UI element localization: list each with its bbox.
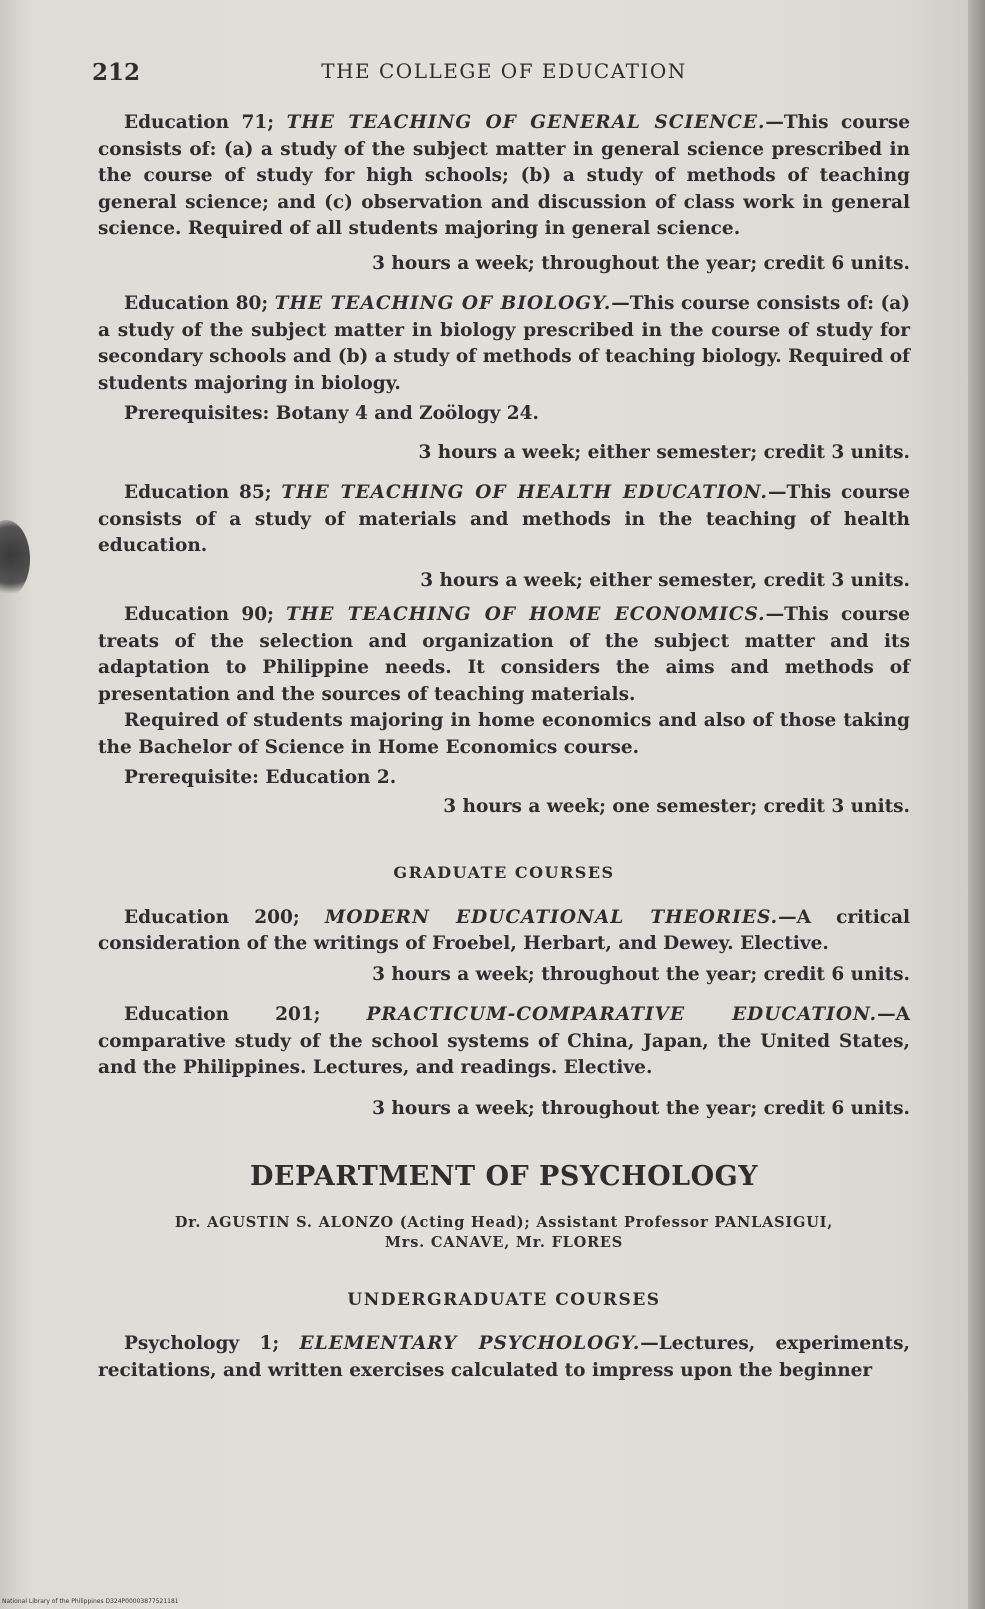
course-description [98, 1002, 910, 1082]
course-entry [98, 602, 910, 820]
course-credit: 3 hours a week; throughout the year; credit 6 units. [372, 963, 910, 985]
course-description [98, 1331, 910, 1384]
course-title: THE TEACHING OF HEALTH EDUCATION. [281, 482, 768, 503]
course-text: —This course consists of: (a) a study of the subject matter in biology prescribed in the course of study for secondary schools and (b) a study of methods of teaching biology. Required of students majoring in biology. [98, 293, 911, 394]
course-code: Education 200; [124, 906, 325, 928]
page-content [92, 52, 911, 1384]
course-code: Education 85; [124, 482, 282, 503]
course-description [98, 480, 910, 560]
course-title: PRACTICUM-COMPARATIVE EDUCATION. [366, 1004, 878, 1025]
course-code: Education 71; [124, 112, 287, 133]
course-credit: 3 hours a week; either semester, credit 3 units. [420, 569, 910, 591]
page-number: 212 [92, 59, 141, 86]
course-text: —This course treats of the selection and organization of the subject matter and its adaptation to Philippine needs. It considers the aims and methods of presentation and the sources of teaching materials. [98, 604, 910, 705]
course-credit: 3 hours a week; one semester; credit 3 units. [443, 795, 910, 817]
course-description [98, 110, 910, 243]
course-prerequisite: Prerequisite: Education 2. [124, 767, 397, 788]
course-description [98, 291, 910, 397]
course-entry [98, 291, 910, 466]
course-title: THE TEACHING OF GENERAL SCIENCE. [286, 112, 766, 133]
faculty-line: Dr. AGUSTIN S. ALONZO (Acting Head); Assistant Professor PANLASIGUI, [174, 1213, 834, 1231]
course-entry [98, 1331, 910, 1384]
book-spine-shadow [968, 0, 985, 1609]
course-description [98, 602, 910, 708]
course-description [98, 905, 910, 958]
running-head: THE COLLEGE OF EDUCATION [321, 59, 687, 83]
course-text: —A critical consideration of the writings of Froebel, Herbart, and Dewey. Elective. [98, 906, 910, 954]
course-text: —A comparative study of the school systems of China, Japan, the United States, and the Philippines. Lectures, and readings. Elective. [98, 1004, 910, 1078]
course-title: ELEMENTARY PSYCHOLOGY. [299, 1333, 641, 1354]
course-credit: 3 hours a week; throughout the year; credit 6 units. [372, 1097, 910, 1119]
course-credit: 3 hours a week; either semester; credit 3 units. [418, 441, 910, 463]
library-footer: National Library of the Philippines D324P00003877521181 [2, 1598, 179, 1605]
course-text: —This course consists of a study of materials and methods in the teaching of health education. [98, 482, 910, 556]
course-requirement: Required of students majoring in home economics and also of those taking the Bachelor of Science in Home Economics course. [98, 710, 910, 758]
department-faculty [98, 1213, 910, 1253]
course-code: Education 90; [124, 604, 287, 625]
course-code: Education 80; [124, 293, 275, 314]
course-credit: 3 hours a week; throughout the year; credit 6 units. [372, 252, 910, 274]
course-title: THE TEACHING OF HOME ECONOMICS. [286, 604, 766, 625]
page-header [92, 52, 910, 96]
course-text: —Lectures, experiments, recitations, and written exercises calculated to impress upon the beginner [98, 1333, 910, 1381]
course-entry [98, 905, 910, 989]
faculty-line: Mrs. CANAVE, Mr. FLORES [384, 1233, 624, 1251]
course-code: Psychology 1; [124, 1333, 300, 1354]
course-title: MODERN EDUCATIONAL THEORIES. [324, 906, 779, 928]
course-code: Education 201; [124, 1004, 367, 1025]
department-title: DEPARTMENT OF PSYCHOLOGY [249, 1161, 759, 1192]
undergraduate-courses-heading: UNDERGRADUATE COURSES [347, 1289, 661, 1310]
course-prerequisite: Prerequisites: Botany 4 and Zoölogy 24. [124, 403, 539, 424]
course-entry [98, 480, 910, 594]
course-text: —This course consists of: (a) a study of the subject matter in general science prescribed in the course of study for high schools; (b) a study of methods of teaching general science; and (c) observation and discussion of class work in general science. Required of all students majoring in general science. [98, 112, 910, 239]
course-title: THE TEACHING OF BIOLOGY. [274, 293, 612, 314]
graduate-courses-heading: GRADUATE COURSES [393, 863, 615, 882]
course-entry [98, 1002, 910, 1122]
course-entry [98, 110, 910, 277]
